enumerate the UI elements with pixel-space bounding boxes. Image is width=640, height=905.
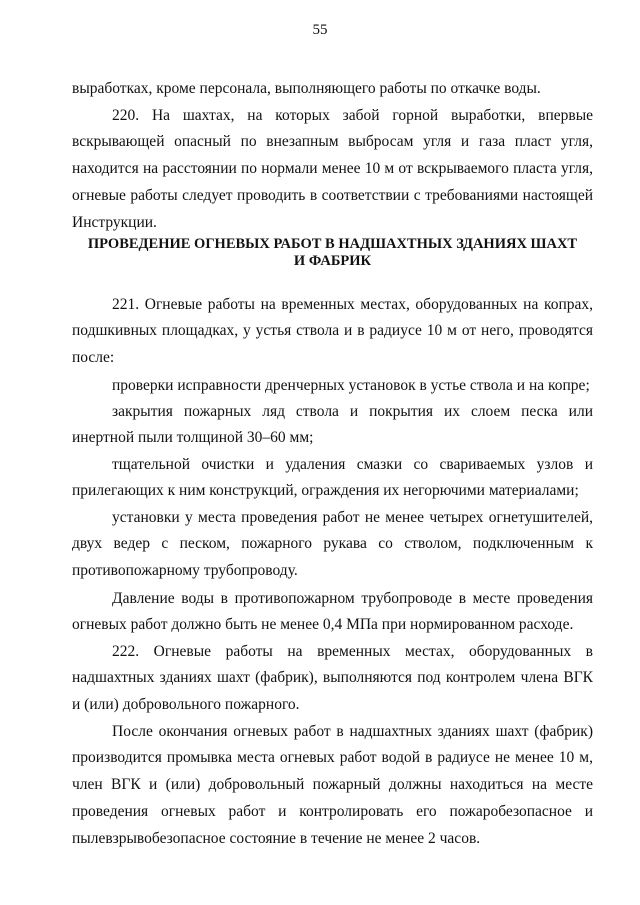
heading-line-2: И ФАБРИК (293, 253, 372, 269)
paragraph-after-works: После окончания огневых работ в надшахтных зданиях шахт (фабрик) производится промывка места огневых работ водой в радиусе не менее 10 м, член ВГК и (или) добровольный пожарный должны находиться на месте проведения огневых работ и контролировать его пожаробезопасное и пылевзрывобезопасное состояние в течение не менее 2 часов. (72, 722, 593, 847)
list-item-1: проверки исправности дренчерных установок в устье ствола и на копре; (112, 376, 590, 394)
list-item-4: установки у места проведения работ не менее четырех огнетушителей, двух ведер с песком, пожарного рукава со стволом, подключенным к противопожарному трубопроводу. (72, 508, 593, 580)
paragraph-220: 220. На шахтах, на которых забой горной выработки, впервые вскрывающей опасный по внезапным выбросам угля и газа пласт угля, находится на расстоянии по нормали менее 10 м от вскрываемого пласта угля, огневые работы следует проводить в соответствии с требованиями настоящей Инструкции. (72, 106, 593, 231)
list-item-2: закрытия пожарных ляд ствола и покрытия их слоем песка или инертной пыли толщиной 30–60 мм; (72, 402, 593, 447)
paragraph-221: 221. Огневые работы на временных местах, оборудованных на копрах, подшкивных площадках, у устья ствола и в радиусе 10 м от него, проводятся после: (72, 295, 593, 367)
paragraph-pressure: Давление воды в противопожарном трубопроводе в месте проведения огневых работ должно быть не менее 0,4 МПа при нормированном расходе. (72, 589, 593, 634)
page-number: 55 (312, 22, 328, 38)
list-item-3: тщательной очистки и удаления смазки со свариваемых узлов и прилегающих к ним конструкций, ограждения их негорючими материалами; (72, 455, 593, 500)
paragraph-222: 222. Огневые работы на временных местах, оборудованных в надшахтных зданиях шахт (фабрик), выполняются под контролем члена ВГК и (или) добровольного пожарного. (72, 642, 593, 714)
section-heading (72, 236, 593, 270)
paragraph-continuation: выработках, кроме персонала, выполняющего работы по откачке воды. (72, 79, 541, 97)
heading-line-1: ПРОВЕДЕНИЕ ОГНЕВЫХ РАБОТ В НАДШАХТНЫХ ЗДАНИЯХ ШАХТ (87, 236, 578, 252)
